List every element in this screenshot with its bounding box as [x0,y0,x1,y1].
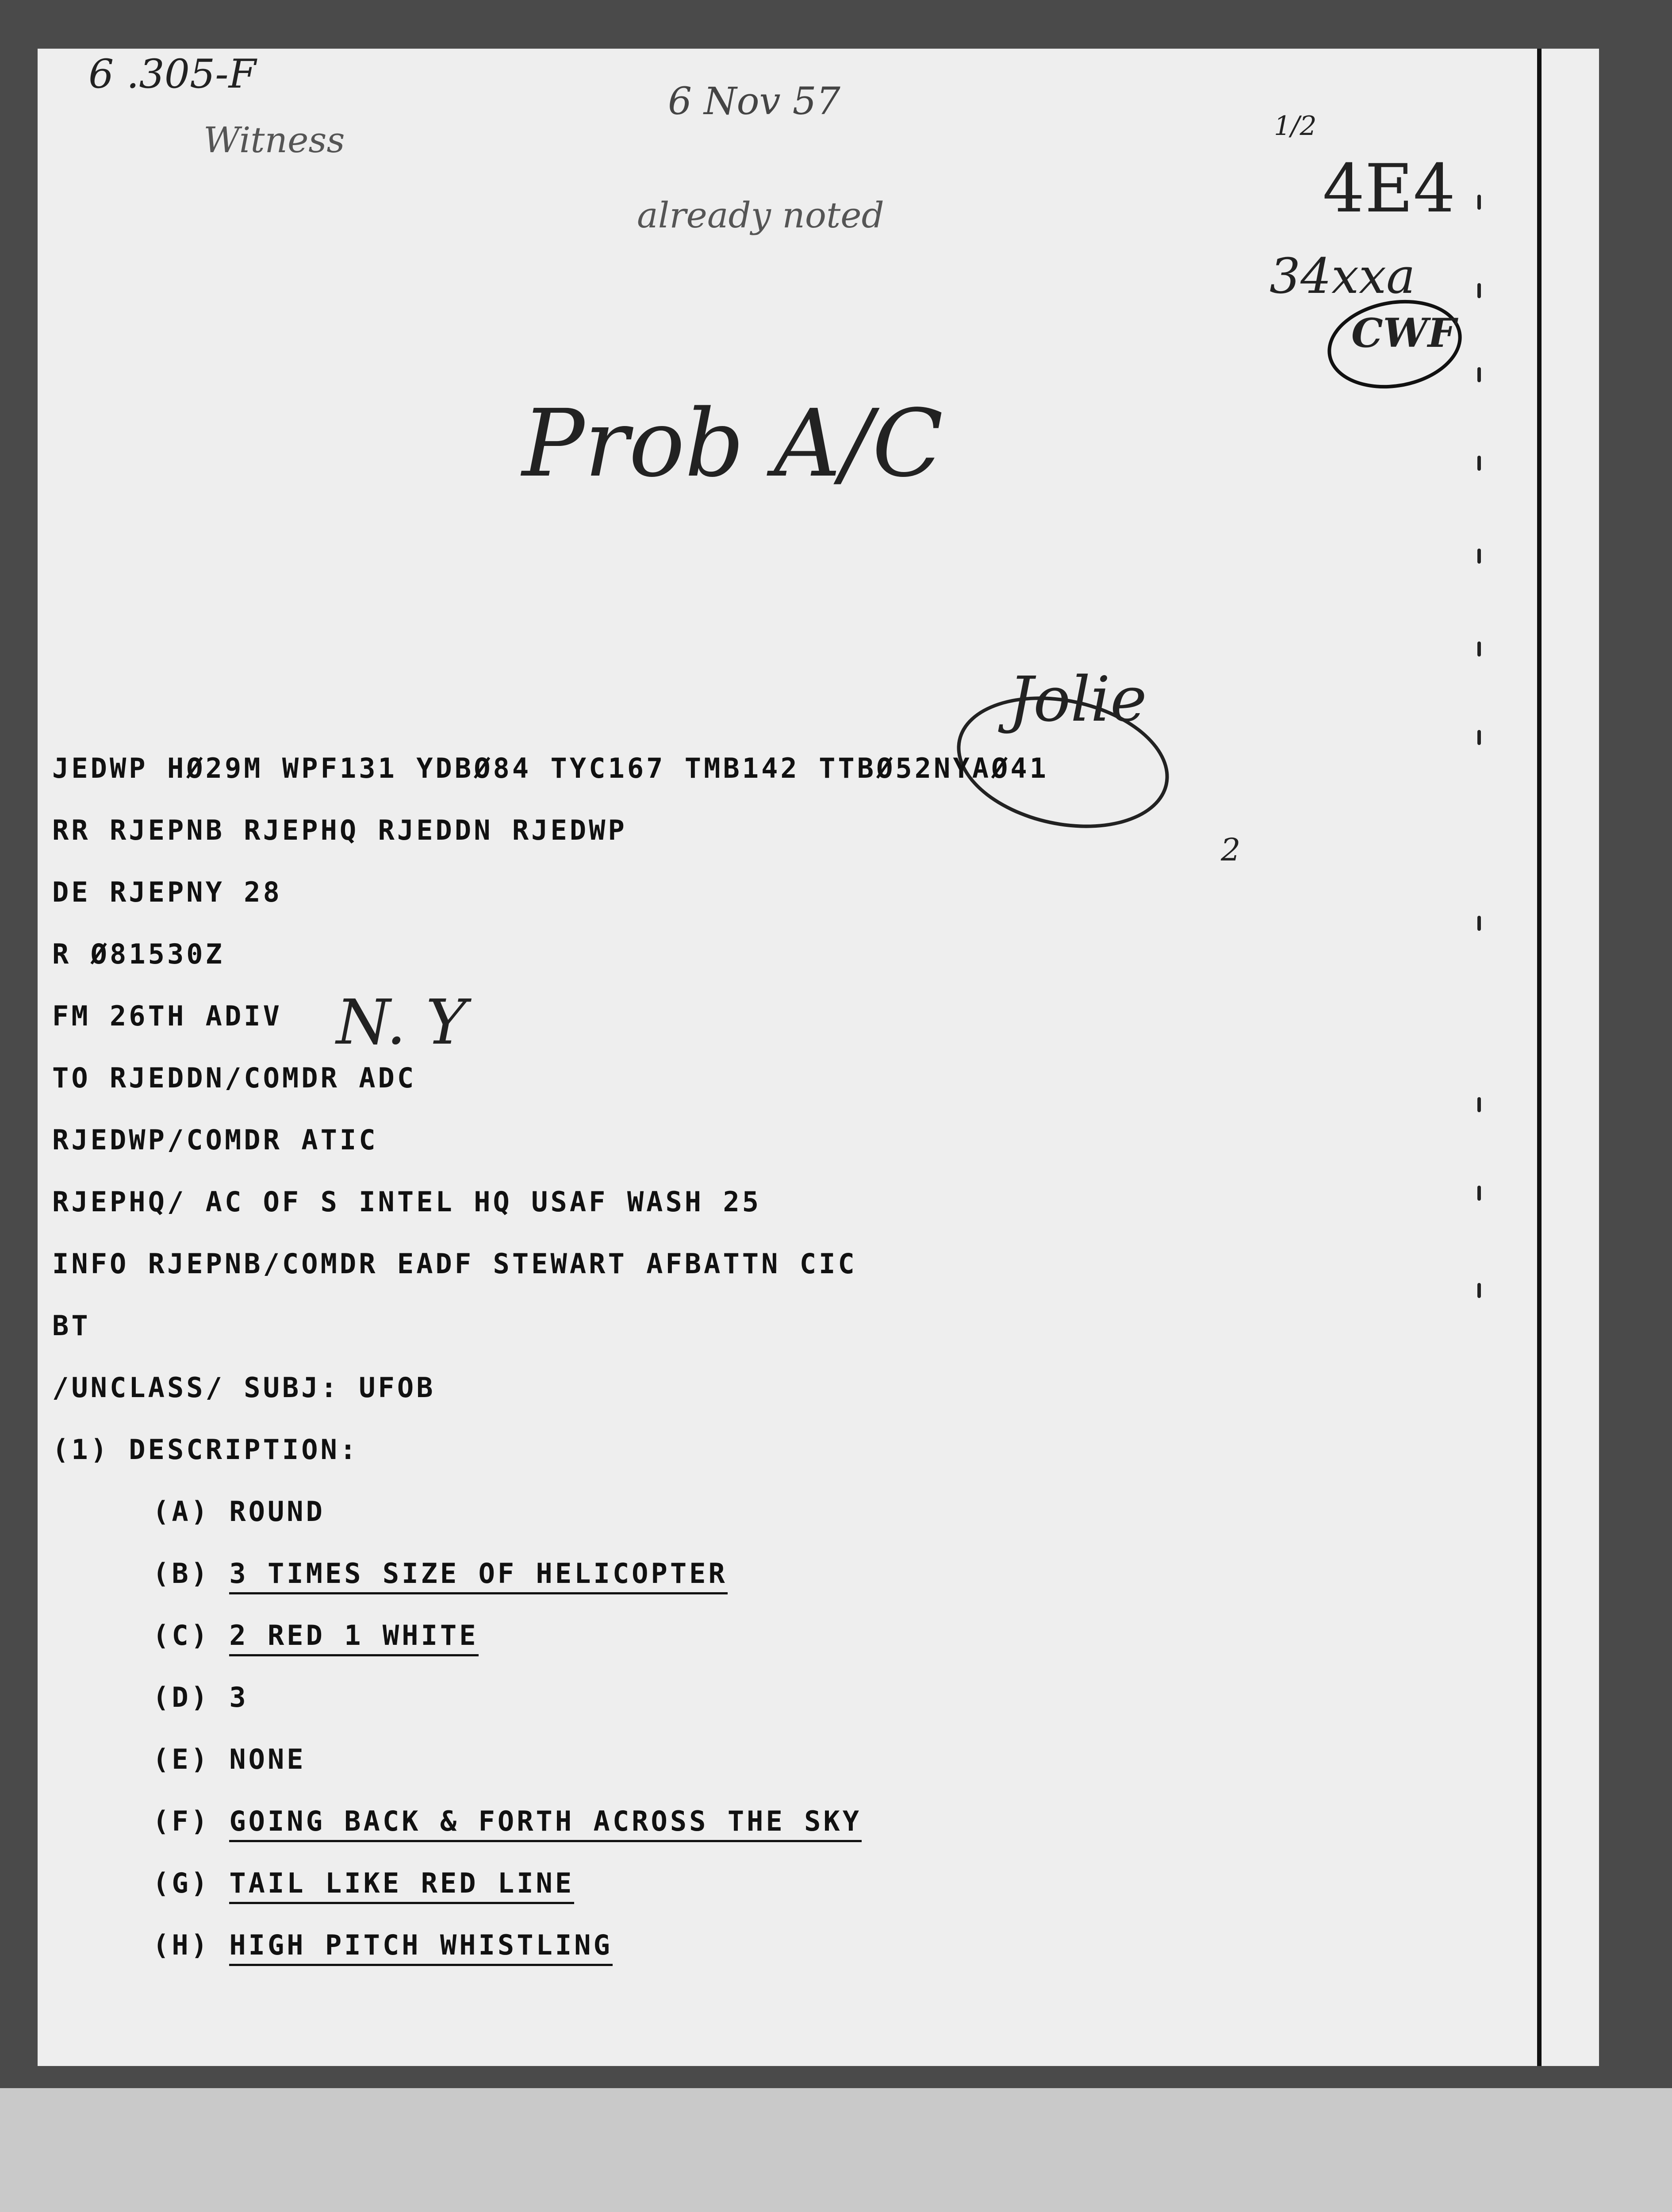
handwritten-case-code: 4E4 [1323,150,1456,227]
handwritten-stamp-mark: Jolie [1009,664,1147,736]
margin-tick [1477,549,1481,564]
handwritten-date: 6 Nov 57 [668,80,840,123]
handwritten-count: 34xxa [1269,248,1415,304]
list-item [153,1681,249,1713]
margin-tick [1477,456,1481,471]
item-text: NONE [229,1743,306,1775]
stamp-number: 2 [1221,832,1241,868]
item-text: 3 [229,1681,249,1713]
item-label: (G) [153,1867,210,1899]
item-text: TAIL LIKE RED LINE [229,1867,574,1904]
handwritten-witness-note: Witness [203,119,345,161]
item-label: (F) [153,1805,210,1837]
list-item [153,1495,325,1528]
break-line: BT [52,1310,91,1342]
margin-tick [1477,641,1481,657]
item-text: 3 TIMES SIZE OF HELICOPTER [229,1557,728,1594]
film-margin [0,2088,1672,2212]
handwritten-location: N. Y [336,987,467,1059]
item-label: (C) [153,1619,210,1651]
item-label: (A) [153,1495,210,1528]
handwritten-evaluation: Prob A/C [522,389,943,498]
teletype-header: JEDWP HØ29M WPF131 YDBØ84 TYC167 TMB142 TTBØ52NYAØ41 [52,752,1049,784]
handwritten-note: already noted [637,195,884,236]
list-item [153,1805,862,1837]
handwritten-file-number: 6 .305-F [88,51,257,97]
to-line: RJEDWP/COMDR ATIC [52,1124,378,1156]
handwritten-fraction: 1/2 [1274,111,1317,142]
margin-tick [1477,916,1481,931]
to-line: TO RJEDDN/COMDR ADC [52,1062,417,1094]
routing-line: RR RJEPNB RJEPHQ RJEDDN RJEDWP [52,814,627,846]
list-item [153,1619,479,1651]
list-item [153,1867,574,1899]
item-label: (H) [153,1929,210,1961]
margin-tick [1477,367,1481,382]
margin-tick [1477,730,1481,745]
margin-tick [1477,283,1481,298]
list-item [153,1557,728,1590]
list-item [153,1743,306,1775]
item-text: HIGH PITCH WHISTLING [229,1929,613,1966]
originator-line: DE RJEPNY 28 [52,876,282,908]
from-line: FM 26TH ADIV [52,1000,282,1032]
margin-tick [1477,1283,1481,1298]
handwritten-initials: CWF [1351,310,1456,357]
item-label: (E) [153,1743,210,1775]
item-text: 2 RED 1 WHITE [229,1619,478,1656]
info-line: INFO RJEPNB/COMDR EADF STEWART AFBATTN CIC [52,1248,857,1280]
date-time-group: R Ø81530Z [52,938,225,970]
item-text: ROUND [229,1495,325,1528]
to-line: RJEPHQ/ AC OF S INTEL HQ USAF WASH 25 [52,1186,762,1218]
section-heading: (1) DESCRIPTION: [52,1433,359,1466]
item-label: (B) [153,1557,210,1590]
margin-tick [1477,1097,1481,1112]
item-label: (D) [153,1681,210,1713]
margin-tick [1477,195,1481,210]
item-text: GOING BACK & FORTH ACROSS THE SKY [229,1805,862,1842]
page-edge-rule [1537,49,1542,2066]
subject-line: /UNCLASS/ SUBJ: UFOB [52,1371,436,1404]
margin-tick [1477,1186,1481,1201]
list-item [153,1929,613,1961]
